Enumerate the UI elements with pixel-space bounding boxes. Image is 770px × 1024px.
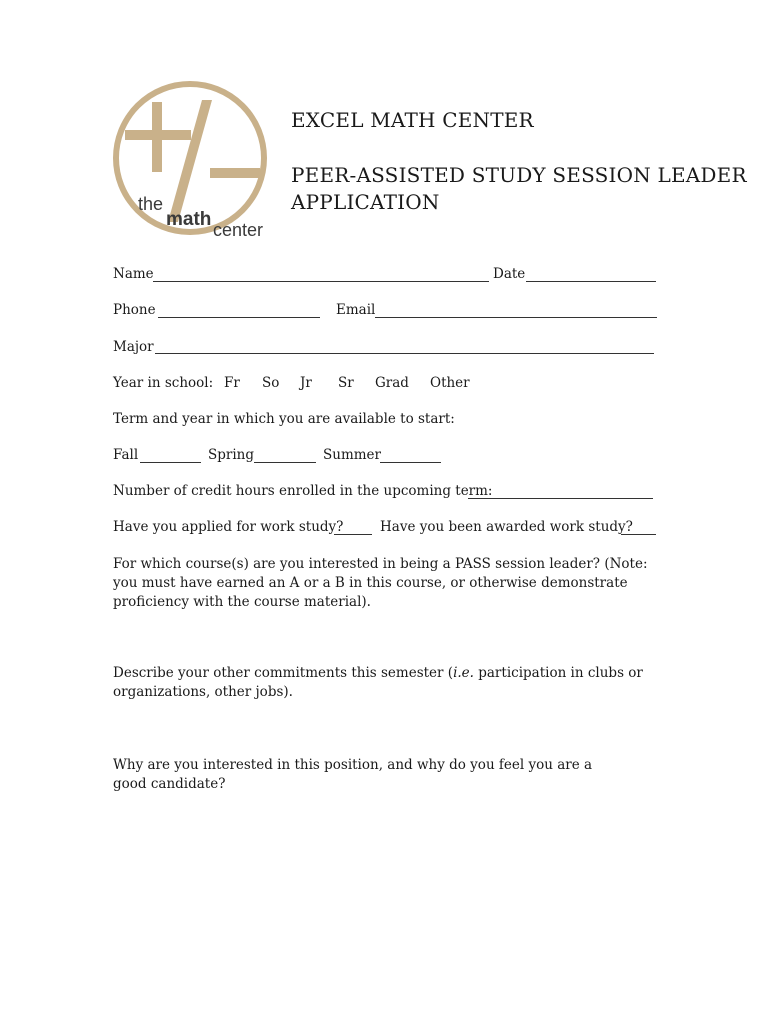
date-label: Date [493,266,526,282]
commitments-question [113,664,673,702]
center-name: EXCEL MATH CENTER [291,108,534,132]
work-study-awarded-field[interactable] [621,534,656,535]
email-field[interactable] [375,317,657,318]
courses-question: For which course(s) are you interested in being a PASS session leader? (Note: you must have earned an A or a B in this course, or otherwise demonstrate proficiency with the course material). [113,556,648,610]
fall-label: Fall [113,447,139,463]
year-option-jr[interactable]: Jr [300,375,312,391]
logo-plus-horizontal [125,130,191,140]
logo-slash [168,100,212,222]
page-title-line2: APPLICATION [291,190,440,214]
phone-field[interactable] [158,317,320,318]
logo-word-center: center [213,220,264,240]
work-study-awarded-label: Have you been awarded work study? [380,519,633,535]
commitments-ie: i.e. [453,665,474,681]
term-prompt: Term and year in which you are available to start: [113,411,455,427]
logo-word-math: math [166,209,212,230]
interest-answer-area[interactable] [113,795,658,975]
commitments-question-end: participation in clubs or organizations, other jobs). [113,665,643,700]
logo-graphic [110,72,280,244]
work-study-applied-field[interactable] [334,534,372,535]
name-field[interactable] [153,281,489,282]
logo-word-the: the [138,194,164,214]
credit-hours-field[interactable] [468,498,653,499]
commitments-answer-area[interactable] [113,703,658,753]
year-option-sr[interactable]: Sr [338,375,354,391]
commitments-question-start: Describe your other commitments this semester ( [113,665,454,681]
major-label: Major [113,339,154,355]
year-option-other[interactable]: Other [430,375,470,391]
major-field[interactable] [155,353,654,354]
email-label: Email [336,302,376,318]
spring-field[interactable] [254,462,316,463]
summer-label: Summer [323,447,381,463]
summer-field[interactable] [380,462,441,463]
courses-answer-area[interactable] [113,612,658,657]
interest-question: Why are you interested in this position, and why do you feel you are a good candidate? [113,757,593,792]
year-option-grad[interactable]: Grad [375,375,409,391]
credit-hours-label: Number of credit hours enrolled in the upcoming term: [113,483,493,499]
year-option-fr[interactable]: Fr [224,375,240,391]
logo-minus [210,168,260,178]
page-title-line1: PEER-ASSISTED STUDY SESSION LEADER [291,163,747,187]
work-study-applied-label: Have you applied for work study? [113,519,344,535]
spring-label: Spring [208,447,254,463]
date-field[interactable] [526,281,656,282]
year-label: Year in school: [113,375,214,391]
math-center-logo [110,72,280,244]
fall-field[interactable] [140,462,201,463]
phone-label: Phone [113,302,156,318]
year-option-so[interactable]: So [262,375,280,391]
name-label: Name [113,266,154,282]
